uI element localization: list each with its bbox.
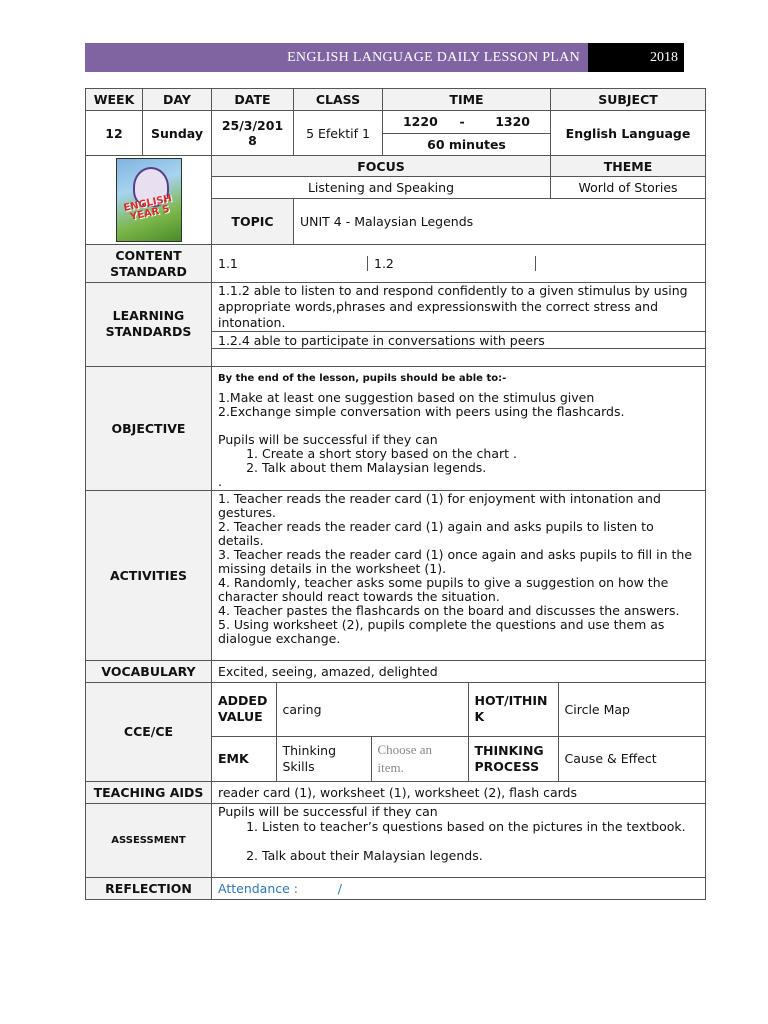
focus-label: FOCUS bbox=[212, 156, 551, 177]
date-value: 25/3/2018 bbox=[212, 111, 294, 156]
hot-value: Circle Map bbox=[558, 683, 705, 737]
assessment-content bbox=[212, 803, 706, 877]
emk-dropdown[interactable]: Choose an item. bbox=[377, 741, 433, 775]
assessment-intro: Pupils will be successful if they can bbox=[218, 803, 438, 819]
learning-standard-2: 1.2.4 able to participate in conversations with peers bbox=[212, 332, 705, 349]
emk-cell bbox=[276, 737, 468, 781]
objective-line-1: 1.Make at least one suggestion based on the stimulus given bbox=[218, 389, 595, 405]
duration: 60 minutes bbox=[427, 136, 506, 152]
day-value: Sunday bbox=[143, 111, 212, 156]
date-header: DATE bbox=[212, 89, 294, 111]
banner-year: 2018 bbox=[588, 43, 684, 72]
banner-title: ENGLISH LANGUAGE DAILY LESSON PLAN bbox=[85, 43, 588, 72]
activity-item: 1. Teacher reads the reader card (1) for enjoyment with intonation and gestures. bbox=[218, 490, 661, 520]
teaching-aids-label: TEACHING AIDS bbox=[86, 781, 212, 803]
teaching-aids-value: reader card (1), worksheet (1), worksheet (2), flash cards bbox=[212, 781, 706, 803]
reflection-label: REFLECTION bbox=[86, 877, 212, 899]
thinking-process-label: THINKING PROCESS bbox=[468, 737, 558, 781]
theme-label: THEME bbox=[551, 156, 706, 177]
cce-content bbox=[212, 682, 706, 781]
lesson-plan-banner bbox=[85, 43, 684, 72]
activity-item: 3. Teacher reads the reader card (1) once again and asks pupils to fill in the missing details in the worksheet (1). bbox=[218, 546, 693, 576]
time-start: 1220 bbox=[402, 114, 438, 130]
learning-standard-1: 1.1.2 able to listen to and respond confidently to a given stimulus by using appropriate words,phrases and expressionswith the correct stress and intonation. bbox=[212, 283, 705, 332]
success-intro: Pupils will be successful if they can bbox=[218, 431, 438, 447]
time-cell bbox=[383, 111, 551, 156]
cover-cell bbox=[86, 156, 212, 245]
reflection-value[interactable]: Attendance : / bbox=[212, 877, 706, 899]
added-value: caring bbox=[276, 683, 468, 737]
activity-item: 4. Randomly, teacher asks some pupils to give a suggestion on how the character should react towards the situation. bbox=[218, 574, 669, 604]
hot-label: HOT/ITHINK bbox=[468, 683, 558, 737]
added-value-label: ADDED VALUE bbox=[212, 683, 276, 737]
class-header: CLASS bbox=[294, 89, 383, 111]
objective-trailing: . bbox=[218, 473, 222, 489]
week-value: 12 bbox=[86, 111, 143, 156]
learning-standards-label: LEARNING STANDARDS bbox=[86, 283, 212, 367]
topic-label: TOPIC bbox=[212, 199, 294, 245]
learning-standard-3 bbox=[212, 349, 705, 366]
objective-intro: By the end of the lesson, pupils should be able to:- bbox=[218, 372, 507, 384]
week-header: WEEK bbox=[86, 89, 143, 111]
content-standard-label: CONTENT STANDARD bbox=[86, 245, 212, 283]
theme-value: World of Stories bbox=[551, 177, 706, 199]
activity-item: 2. Teacher reads the reader card (1) again and asks pupils to listen to details. bbox=[218, 518, 654, 548]
success-item: 1. Create a short story based on the chart . bbox=[262, 447, 699, 461]
day-header: DAY bbox=[143, 89, 212, 111]
thinking-process-value: Cause & Effect bbox=[564, 751, 657, 767]
vocabulary-label: VOCABULARY bbox=[86, 660, 212, 682]
time-dash: - bbox=[459, 114, 465, 130]
activities-content bbox=[212, 490, 706, 660]
activity-item: 5. Using worksheet (2), pupils complete the questions and use them as dialogue exchange. bbox=[218, 616, 665, 646]
lesson-plan-table bbox=[85, 88, 706, 900]
assessment-label: ASSESSMENT bbox=[86, 803, 212, 877]
cover-title: ENGLISH YEAR 5 bbox=[122, 193, 173, 223]
learning-standards-values bbox=[212, 283, 706, 367]
emk-value: Thinking Skills bbox=[277, 737, 372, 781]
textbook-cover-image bbox=[116, 158, 182, 242]
topic-value: UNIT 4 - Malaysian Legends bbox=[294, 199, 706, 245]
assessment-item: 2. Talk about their Malaysian legends. bbox=[262, 848, 699, 863]
class-value: 5 Efektif 1 bbox=[294, 111, 383, 156]
time-end: 1320 bbox=[495, 114, 531, 130]
content-standard-2: 1.2 bbox=[368, 256, 536, 271]
vocabulary-value: Excited, seeing, amazed, delighted bbox=[212, 660, 706, 682]
time-range bbox=[383, 111, 550, 133]
activities-label: ACTIVITIES bbox=[86, 490, 212, 660]
objective-label: OBJECTIVE bbox=[86, 366, 212, 490]
objective-content bbox=[212, 366, 706, 490]
cce-label: CCE/CE bbox=[86, 682, 212, 781]
assessment-item: 1. Listen to teacher’s questions based on the pictures in the textbook. bbox=[262, 819, 699, 834]
success-item: 2. Talk about them Malaysian legends. bbox=[262, 461, 699, 475]
emk-label: EMK bbox=[212, 737, 276, 781]
subject-header: SUBJECT bbox=[551, 89, 706, 111]
content-standard-1: 1.1 bbox=[212, 256, 368, 271]
content-standard-values bbox=[212, 245, 706, 283]
activity-item: 4. Teacher pastes the flashcards on the board and discusses the answers. bbox=[218, 602, 680, 618]
content-standard-3 bbox=[536, 256, 706, 271]
objective-line-2: 2.Exchange simple conversation with peers using the flashcards. bbox=[218, 403, 625, 419]
time-header: TIME bbox=[383, 89, 551, 111]
focus-value: Listening and Speaking bbox=[212, 177, 551, 199]
subject-value: English Language bbox=[551, 111, 706, 156]
